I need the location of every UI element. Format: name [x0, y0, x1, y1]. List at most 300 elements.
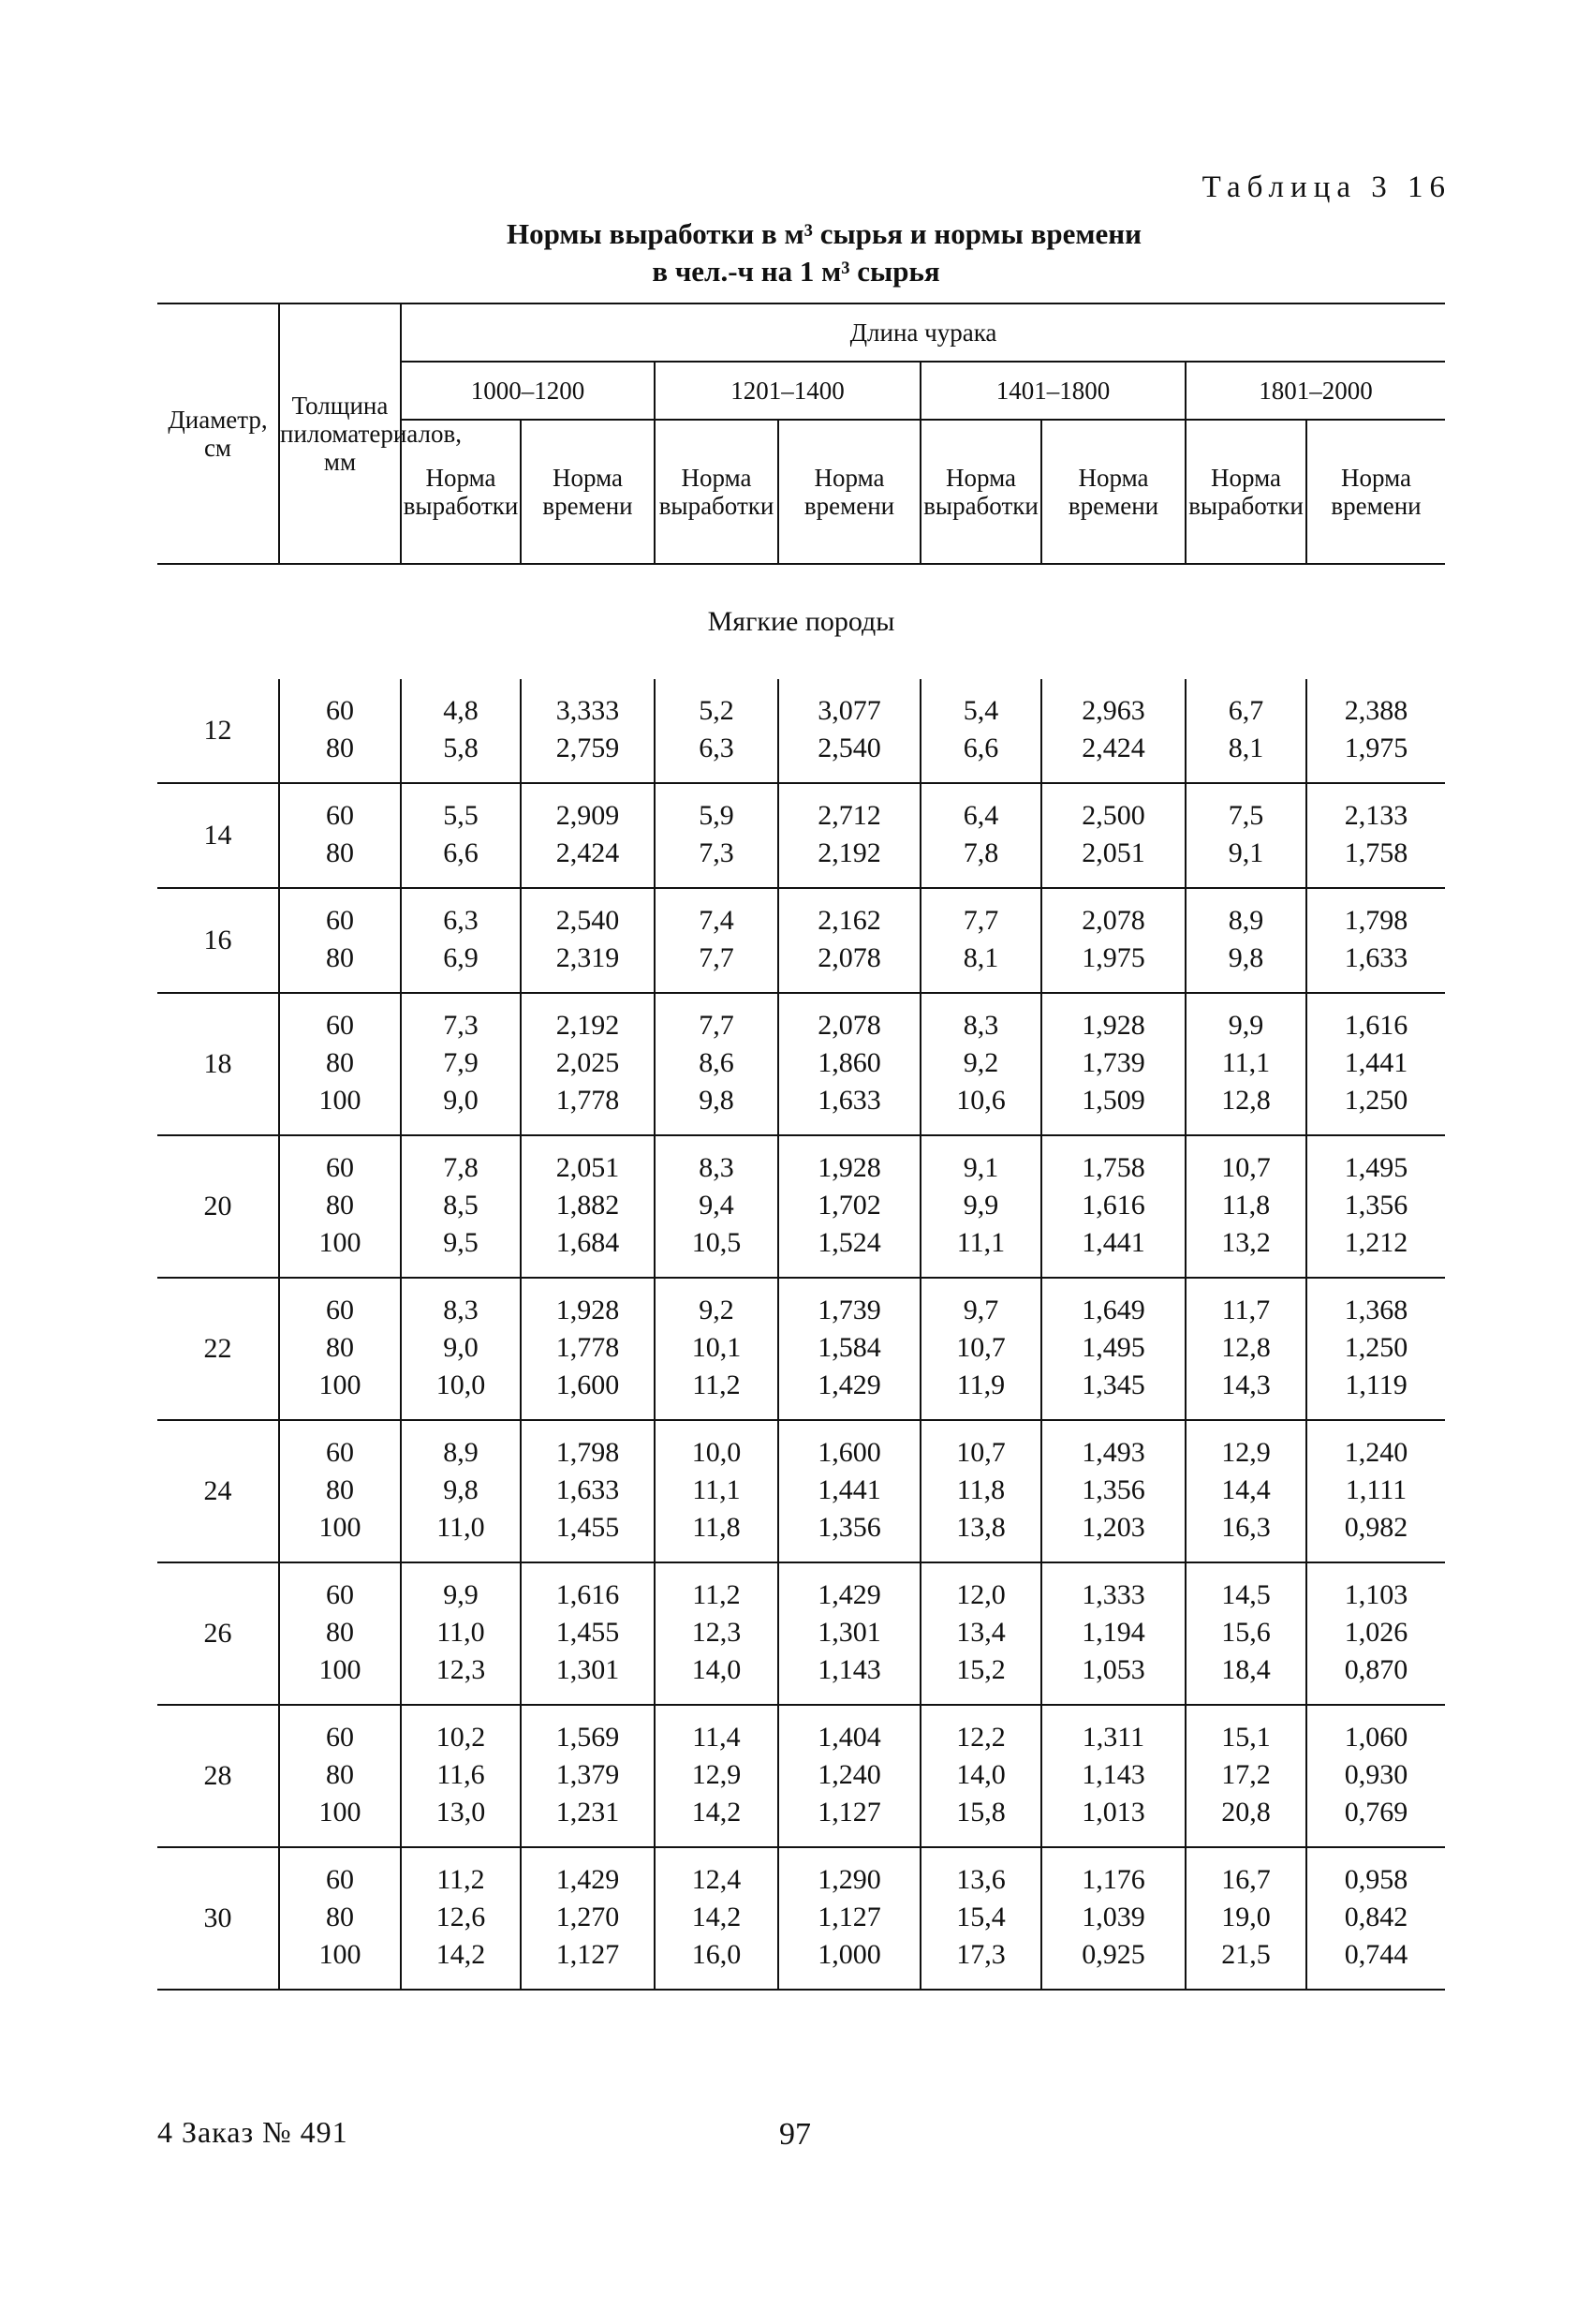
table-row: [157, 1847, 1445, 1899]
norm-output-cell: 8,1: [1186, 730, 1306, 783]
norm-time-cell: 1,495: [1041, 1329, 1186, 1367]
norm-time-cell: 1,203: [1041, 1509, 1186, 1562]
norm-time-cell: 1,860: [778, 1044, 921, 1082]
norm-time-cell: 1,212: [1306, 1224, 1445, 1278]
norm-time-cell: 1,301: [778, 1614, 921, 1651]
norm-time-cell: 2,025: [521, 1044, 655, 1082]
thickness-cell: 80: [279, 940, 401, 993]
diameter-cell: 30: [157, 1847, 279, 1990]
norm-time-cell: 1,584: [778, 1329, 921, 1367]
norm-time-cell: 2,500: [1041, 783, 1186, 835]
norm-time-cell: 1,000: [778, 1936, 921, 1990]
norm-time-cell: 1,928: [1041, 993, 1186, 1044]
norm-output-cell: 16,3: [1186, 1509, 1306, 1562]
table-row: [157, 1044, 1445, 1082]
norm-time-cell: 1,333: [1041, 1562, 1186, 1614]
norm-output-cell: 16,7: [1186, 1847, 1306, 1899]
norm-time-cell: 1,798: [521, 1420, 655, 1472]
norm-time-cell: 1,231: [521, 1794, 655, 1847]
norm-output-cell: 12,0: [921, 1562, 1041, 1614]
norm-output-cell: 11,6: [401, 1756, 521, 1794]
norm-output-cell: 7,8: [921, 835, 1041, 888]
norm-output-cell: 7,9: [401, 1044, 521, 1082]
header-norm-time: Норма времени: [778, 420, 921, 564]
norm-output-cell: 15,8: [921, 1794, 1041, 1847]
norm-time-cell: 1,633: [778, 1082, 921, 1135]
norm-output-cell: 5,9: [655, 783, 778, 835]
norm-output-cell: 10,7: [1186, 1135, 1306, 1187]
norm-time-cell: 3,333: [521, 679, 655, 730]
table-row: [157, 1509, 1445, 1562]
norm-time-cell: 0,982: [1306, 1509, 1445, 1562]
header-range: 1401–1800: [921, 362, 1186, 420]
norm-time-cell: 2,540: [778, 730, 921, 783]
norm-output-cell: 6,6: [921, 730, 1041, 783]
norm-time-cell: 2,051: [521, 1135, 655, 1187]
norm-time-cell: 1,798: [1306, 888, 1445, 940]
norm-output-cell: 11,2: [655, 1367, 778, 1420]
norm-output-cell: 11,8: [655, 1509, 778, 1562]
thickness-cell: 60: [279, 1705, 401, 1756]
norm-output-cell: 20,8: [1186, 1794, 1306, 1847]
norm-output-cell: 9,9: [1186, 993, 1306, 1044]
norm-time-cell: 0,870: [1306, 1651, 1445, 1705]
table-row: [157, 1651, 1445, 1705]
thickness-cell: 60: [279, 1135, 401, 1187]
diameter-cell: 28: [157, 1705, 279, 1847]
norm-output-cell: 9,2: [655, 1278, 778, 1329]
norm-output-cell: 12,3: [655, 1614, 778, 1651]
norm-time-cell: 1,524: [778, 1224, 921, 1278]
norm-time-cell: 0,958: [1306, 1847, 1445, 1899]
table-row: [157, 1614, 1445, 1651]
norm-time-cell: 1,240: [778, 1756, 921, 1794]
norm-time-cell: 1,739: [778, 1278, 921, 1329]
norm-output-cell: 9,4: [655, 1187, 778, 1224]
norm-output-cell: 5,5: [401, 783, 521, 835]
norm-time-cell: 2,909: [521, 783, 655, 835]
norm-time-cell: 0,930: [1306, 1756, 1445, 1794]
norm-time-cell: 1,739: [1041, 1044, 1186, 1082]
norm-output-cell: 15,2: [921, 1651, 1041, 1705]
norm-output-cell: 11,8: [921, 1472, 1041, 1509]
table-row: [157, 1278, 1445, 1329]
table-row: [157, 1082, 1445, 1135]
table-title-line-2: в чел.-ч на 1 м³ сырья: [652, 255, 940, 288]
norm-time-cell: 1,569: [521, 1705, 655, 1756]
thickness-cell: 60: [279, 888, 401, 940]
norm-time-cell: 1,119: [1306, 1367, 1445, 1420]
norm-output-cell: 8,5: [401, 1187, 521, 1224]
norm-time-cell: 2,162: [778, 888, 921, 940]
norm-output-cell: 13,6: [921, 1847, 1041, 1899]
norm-output-cell: 6,4: [921, 783, 1041, 835]
header-norm-time: Норма времени: [1041, 420, 1186, 564]
norm-output-cell: 10,0: [655, 1420, 778, 1472]
thickness-cell: 80: [279, 1187, 401, 1224]
table-row: [157, 1472, 1445, 1509]
diameter-cell: 14: [157, 783, 279, 888]
section-heading: Мягкие породы: [707, 606, 895, 637]
diameter-group: [157, 888, 1445, 993]
table-row: [157, 1224, 1445, 1278]
norm-output-cell: 10,7: [921, 1420, 1041, 1472]
norm-output-cell: 12,9: [1186, 1420, 1306, 1472]
header-range: 1801–2000: [1186, 362, 1445, 420]
norm-time-cell: 1,013: [1041, 1794, 1186, 1847]
norm-output-cell: 10,5: [655, 1224, 778, 1278]
table-row: [157, 1705, 1445, 1756]
diameter-cell: 22: [157, 1278, 279, 1420]
norm-time-cell: 2,133: [1306, 783, 1445, 835]
diameter-group: [157, 1135, 1445, 1278]
norm-time-cell: 1,758: [1041, 1135, 1186, 1187]
header-norm-output: Норма выработки: [655, 420, 778, 564]
norm-time-cell: 0,925: [1041, 1936, 1186, 1990]
norm-time-cell: 1,270: [521, 1899, 655, 1936]
norm-time-cell: 1,176: [1041, 1847, 1186, 1899]
diameter-group: [157, 1278, 1445, 1420]
norm-output-cell: 8,9: [401, 1420, 521, 1472]
norm-output-cell: 7,8: [401, 1135, 521, 1187]
norm-output-cell: 12,6: [401, 1899, 521, 1936]
norm-output-cell: 13,4: [921, 1614, 1041, 1651]
norm-output-cell: 10,7: [921, 1329, 1041, 1367]
table-row: [157, 940, 1445, 993]
footer-order-number: 4 Заказ № 491: [157, 2115, 348, 2149]
thickness-cell: 60: [279, 679, 401, 730]
table-row: [157, 835, 1445, 888]
norm-output-cell: 11,4: [655, 1705, 778, 1756]
norm-output-cell: 11,1: [655, 1472, 778, 1509]
norm-time-cell: 1,429: [521, 1847, 655, 1899]
norm-output-cell: 9,0: [401, 1329, 521, 1367]
norm-output-cell: 9,9: [921, 1187, 1041, 1224]
table-row: [157, 888, 1445, 940]
thickness-cell: 100: [279, 1509, 401, 1562]
norm-time-cell: 1,778: [521, 1082, 655, 1135]
norm-output-cell: 5,8: [401, 730, 521, 783]
norm-output-cell: 10,6: [921, 1082, 1041, 1135]
norm-output-cell: 6,9: [401, 940, 521, 993]
norm-time-cell: 2,424: [1041, 730, 1186, 783]
norm-output-cell: 9,7: [921, 1278, 1041, 1329]
norm-time-cell: 1,928: [778, 1135, 921, 1187]
thickness-cell: 60: [279, 1278, 401, 1329]
thickness-cell: 80: [279, 1044, 401, 1082]
norm-output-cell: 16,0: [655, 1936, 778, 1990]
table-row: [157, 1756, 1445, 1794]
norm-output-cell: 11,7: [1186, 1278, 1306, 1329]
table-row: [157, 1562, 1445, 1614]
norm-time-cell: 1,649: [1041, 1278, 1186, 1329]
norm-output-cell: 11,0: [401, 1509, 521, 1562]
norm-time-cell: 1,404: [778, 1705, 921, 1756]
norm-output-cell: 9,2: [921, 1044, 1041, 1082]
norm-output-cell: 14,0: [655, 1651, 778, 1705]
norm-output-cell: 12,9: [655, 1756, 778, 1794]
norm-output-cell: 7,7: [655, 993, 778, 1044]
diameter-cell: 26: [157, 1562, 279, 1705]
table-number-label: Таблица 3 16: [1201, 170, 1452, 204]
norm-output-cell: 9,1: [921, 1135, 1041, 1187]
norm-output-cell: 14,4: [1186, 1472, 1306, 1509]
norm-time-cell: 2,759: [521, 730, 655, 783]
thickness-cell: 100: [279, 1082, 401, 1135]
norm-output-cell: 8,3: [655, 1135, 778, 1187]
norm-output-cell: 10,1: [655, 1329, 778, 1367]
norm-time-cell: 1,493: [1041, 1420, 1186, 1472]
norm-output-cell: 8,9: [1186, 888, 1306, 940]
norm-time-cell: 1,882: [521, 1187, 655, 1224]
thickness-cell: 60: [279, 1562, 401, 1614]
norm-output-cell: 14,0: [921, 1756, 1041, 1794]
norm-time-cell: 1,039: [1041, 1899, 1186, 1936]
norm-output-cell: 7,3: [401, 993, 521, 1044]
norm-time-cell: 0,842: [1306, 1899, 1445, 1936]
norm-output-cell: 10,2: [401, 1705, 521, 1756]
norm-output-cell: 11,1: [921, 1224, 1041, 1278]
norm-output-cell: 12,3: [401, 1651, 521, 1705]
thickness-cell: 80: [279, 835, 401, 888]
norm-output-cell: 15,4: [921, 1899, 1041, 1936]
norm-output-cell: 10,0: [401, 1367, 521, 1420]
norm-time-cell: 1,684: [521, 1224, 655, 1278]
norm-output-cell: 9,0: [401, 1082, 521, 1135]
norm-time-cell: 1,441: [1306, 1044, 1445, 1082]
norm-time-cell: 1,441: [1041, 1224, 1186, 1278]
norm-output-cell: 11,0: [401, 1614, 521, 1651]
header-norm-output: Норма выработки: [401, 420, 521, 564]
norm-output-cell: 15,1: [1186, 1705, 1306, 1756]
table-row: [157, 679, 1445, 730]
table-row: [157, 783, 1445, 835]
norm-time-cell: 1,356: [1306, 1187, 1445, 1224]
header-thickness: Толщина пиломатериалов, мм: [279, 303, 401, 564]
norm-time-cell: 1,455: [521, 1509, 655, 1562]
norm-output-cell: 11,2: [401, 1847, 521, 1899]
table-row: [157, 1367, 1445, 1420]
norm-time-cell: 2,192: [778, 835, 921, 888]
diameter-group: [157, 783, 1445, 888]
norm-time-cell: 2,319: [521, 940, 655, 993]
thickness-cell: 60: [279, 783, 401, 835]
norm-time-cell: 3,077: [778, 679, 921, 730]
norm-output-cell: 7,7: [921, 888, 1041, 940]
norm-output-cell: 7,3: [655, 835, 778, 888]
diameter-group: [157, 993, 1445, 1135]
norm-time-cell: 1,240: [1306, 1420, 1445, 1472]
norm-output-cell: 11,8: [1186, 1187, 1306, 1224]
norm-output-cell: 7,5: [1186, 783, 1306, 835]
header-length-group: Длина чурака: [401, 303, 1445, 362]
norm-output-cell: 17,3: [921, 1936, 1041, 1990]
norm-time-cell: 1,250: [1306, 1082, 1445, 1135]
thickness-cell: 80: [279, 1329, 401, 1367]
norm-time-cell: 1,345: [1041, 1367, 1186, 1420]
diameter-cell: 24: [157, 1420, 279, 1562]
norm-time-cell: 1,495: [1306, 1135, 1445, 1187]
norm-output-cell: 9,9: [401, 1562, 521, 1614]
norm-time-cell: 1,778: [521, 1329, 655, 1367]
norm-time-cell: 0,769: [1306, 1794, 1445, 1847]
norm-time-cell: 2,192: [521, 993, 655, 1044]
diameter-cell: 12: [157, 679, 279, 783]
thickness-cell: 60: [279, 993, 401, 1044]
norm-time-cell: 1,928: [521, 1278, 655, 1329]
norm-output-cell: 9,8: [655, 1082, 778, 1135]
norm-time-cell: 2,712: [778, 783, 921, 835]
thickness-cell: 100: [279, 1224, 401, 1278]
thickness-cell: 80: [279, 1756, 401, 1794]
norm-output-cell: 14,5: [1186, 1562, 1306, 1614]
norm-time-cell: 2,051: [1041, 835, 1186, 888]
diameter-group: [157, 1562, 1445, 1705]
norm-output-cell: 12,4: [655, 1847, 778, 1899]
norm-output-cell: 9,8: [401, 1472, 521, 1509]
norm-time-cell: 1,975: [1041, 940, 1186, 993]
diameter-group: [157, 1705, 1445, 1847]
header-diameter: Диаметр, см: [157, 303, 279, 564]
table-title: [0, 215, 1592, 290]
norm-output-cell: 14,3: [1186, 1367, 1306, 1420]
norm-time-cell: 1,060: [1306, 1705, 1445, 1756]
header-norm-output: Норма выработки: [1186, 420, 1306, 564]
norm-output-cell: 9,5: [401, 1224, 521, 1278]
norm-output-cell: 21,5: [1186, 1936, 1306, 1990]
diameter-group: [157, 1420, 1445, 1562]
thickness-cell: 100: [279, 1794, 401, 1847]
thickness-cell: 60: [279, 1420, 401, 1472]
thickness-cell: 60: [279, 1847, 401, 1899]
norm-output-cell: 18,4: [1186, 1651, 1306, 1705]
table-row: [157, 1135, 1445, 1187]
norm-output-cell: 5,4: [921, 679, 1041, 730]
norm-time-cell: 1,429: [778, 1562, 921, 1614]
norm-time-cell: 1,616: [1041, 1187, 1186, 1224]
norm-time-cell: 1,368: [1306, 1278, 1445, 1329]
norm-time-cell: 1,127: [778, 1899, 921, 1936]
norm-output-cell: 8,6: [655, 1044, 778, 1082]
norm-time-cell: 1,509: [1041, 1082, 1186, 1135]
norm-time-cell: 1,250: [1306, 1329, 1445, 1367]
header-norm-time: Норма времени: [1306, 420, 1445, 564]
header-norm-output: Норма выработки: [921, 420, 1041, 564]
norm-time-cell: 1,301: [521, 1651, 655, 1705]
norm-output-cell: 6,3: [401, 888, 521, 940]
page-number: 97: [779, 2117, 811, 2152]
thickness-cell: 100: [279, 1651, 401, 1705]
norm-time-cell: 1,026: [1306, 1614, 1445, 1651]
norm-output-cell: 9,8: [1186, 940, 1306, 993]
norm-time-cell: 1,616: [521, 1562, 655, 1614]
norm-time-cell: 1,633: [1306, 940, 1445, 993]
norms-table: [157, 303, 1445, 1991]
norm-output-cell: 14,2: [655, 1794, 778, 1847]
norm-time-cell: 1,311: [1041, 1705, 1186, 1756]
norm-output-cell: 8,3: [401, 1278, 521, 1329]
thickness-cell: 80: [279, 1472, 401, 1509]
table-row: [157, 1329, 1445, 1367]
table-row: [157, 1794, 1445, 1847]
table-title-line-1: Нормы выработки в м³ сырья и нормы времени: [507, 217, 1142, 250]
diameter-cell: 20: [157, 1135, 279, 1278]
norm-time-cell: 1,441: [778, 1472, 921, 1509]
norm-time-cell: 1,111: [1306, 1472, 1445, 1509]
norm-time-cell: 2,540: [521, 888, 655, 940]
diameter-group: [157, 1847, 1445, 1990]
norm-output-cell: 11,2: [655, 1562, 778, 1614]
norm-output-cell: 6,3: [655, 730, 778, 783]
norm-time-cell: 2,078: [778, 940, 921, 993]
norm-time-cell: 1,127: [521, 1936, 655, 1990]
diameter-cell: 16: [157, 888, 279, 993]
norm-output-cell: 13,0: [401, 1794, 521, 1847]
table-row: [157, 1899, 1445, 1936]
norm-output-cell: 6,7: [1186, 679, 1306, 730]
thickness-cell: 80: [279, 1614, 401, 1651]
norm-output-cell: 12,8: [1186, 1082, 1306, 1135]
norm-time-cell: 1,053: [1041, 1651, 1186, 1705]
thickness-cell: 80: [279, 1899, 401, 1936]
diameter-cell: 18: [157, 993, 279, 1135]
norm-time-cell: 1,975: [1306, 730, 1445, 783]
norm-time-cell: 1,379: [521, 1756, 655, 1794]
header-range: 1000–1200: [401, 362, 655, 420]
norm-output-cell: 9,1: [1186, 835, 1306, 888]
norm-time-cell: 2,963: [1041, 679, 1186, 730]
norm-output-cell: 17,2: [1186, 1756, 1306, 1794]
norm-time-cell: 1,103: [1306, 1562, 1445, 1614]
norm-time-cell: 1,356: [778, 1509, 921, 1562]
norm-output-cell: 14,2: [655, 1899, 778, 1936]
norm-output-cell: 11,9: [921, 1367, 1041, 1420]
norm-time-cell: 0,744: [1306, 1936, 1445, 1990]
norm-time-cell: 2,078: [1041, 888, 1186, 940]
norm-output-cell: 8,3: [921, 993, 1041, 1044]
norm-output-cell: 15,6: [1186, 1614, 1306, 1651]
norm-output-cell: 12,2: [921, 1705, 1041, 1756]
norm-output-cell: 7,4: [655, 888, 778, 940]
thickness-cell: 80: [279, 730, 401, 783]
norm-output-cell: 7,7: [655, 940, 778, 993]
header-range: 1201–1400: [655, 362, 921, 420]
norm-output-cell: 8,1: [921, 940, 1041, 993]
norm-time-cell: 1,429: [778, 1367, 921, 1420]
norm-output-cell: 6,6: [401, 835, 521, 888]
thickness-cell: 100: [279, 1936, 401, 1990]
norm-time-cell: 2,388: [1306, 679, 1445, 730]
norm-time-cell: 1,616: [1306, 993, 1445, 1044]
norm-time-cell: 1,600: [521, 1367, 655, 1420]
table-row: [157, 1420, 1445, 1472]
norm-time-cell: 2,424: [521, 835, 655, 888]
norm-time-cell: 1,127: [778, 1794, 921, 1847]
norm-output-cell: 12,8: [1186, 1329, 1306, 1367]
table-row: [157, 1936, 1445, 1990]
table-row: [157, 730, 1445, 783]
norm-time-cell: 1,194: [1041, 1614, 1186, 1651]
norm-time-cell: 1,455: [521, 1614, 655, 1651]
norm-time-cell: 1,600: [778, 1420, 921, 1472]
table-row: [157, 993, 1445, 1044]
norm-output-cell: 5,2: [655, 679, 778, 730]
norm-time-cell: 2,078: [778, 993, 921, 1044]
norm-output-cell: 13,8: [921, 1509, 1041, 1562]
norm-time-cell: 1,702: [778, 1187, 921, 1224]
norm-time-cell: 1,143: [1041, 1756, 1186, 1794]
norm-output-cell: 11,1: [1186, 1044, 1306, 1082]
